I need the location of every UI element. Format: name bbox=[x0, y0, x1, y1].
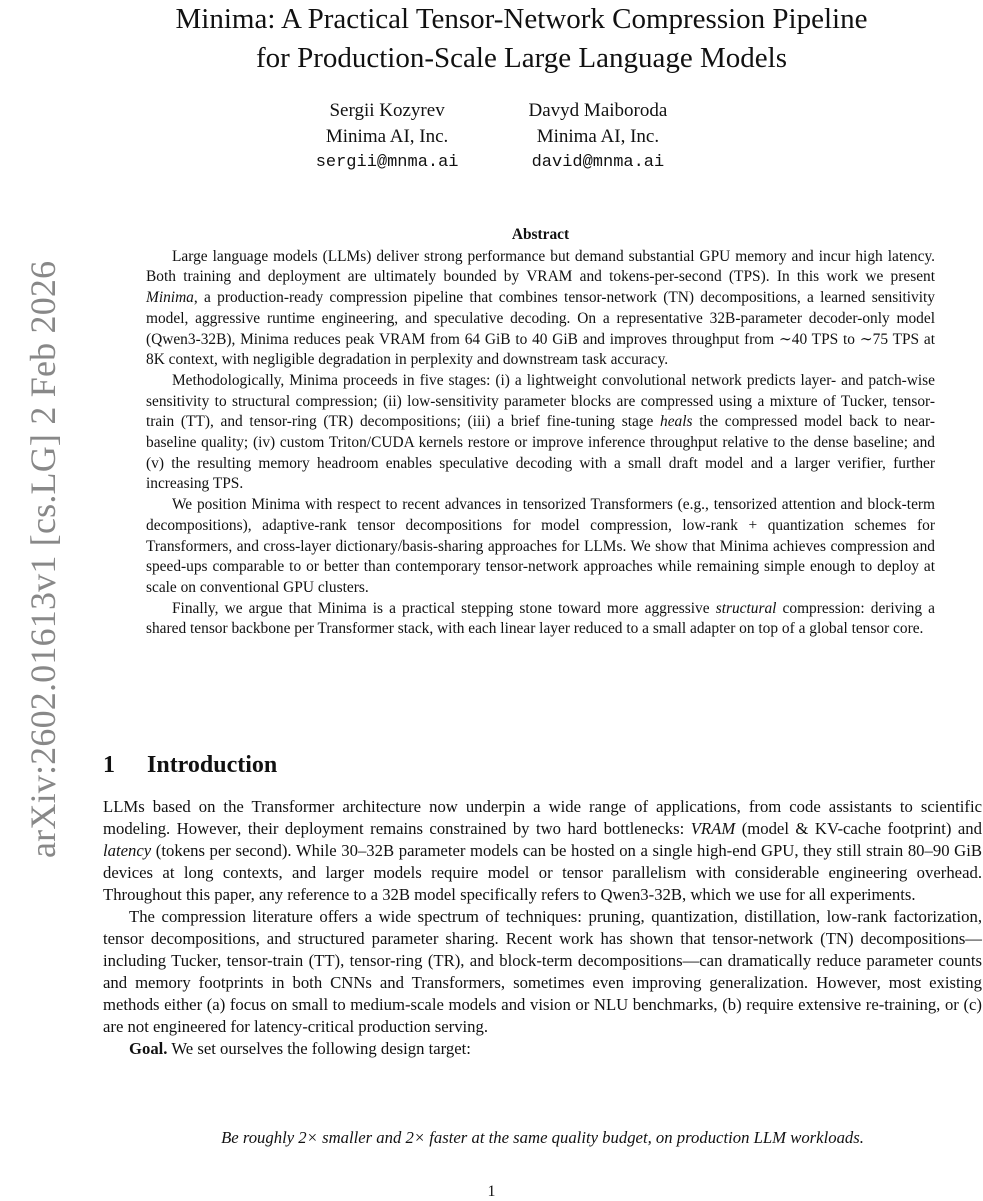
abstract-text: Finally, we argue that Minima is a practical stepping stone toward more aggressive bbox=[172, 599, 716, 617]
introduction-body bbox=[103, 796, 982, 1060]
abstract-paragraph-3: We position Minima with respect to recent advances in tensorized Transformers (e.g., tensorized attention and block-term decompositions), adaptive-rank tensor decompositions for model compression, low-rank + quantization schemes for Transformers, and cross-layer dictionary/basis-sharing approaches for LLMs. We show that Minima achieves compression and speed-ups comparable to or better than contemporary tensor-network approaches while remaining simple enough to deploy at scale on conventional GPU clusters. bbox=[146, 496, 935, 596]
arxiv-sidebar bbox=[0, 218, 63, 858]
section-heading-introduction bbox=[103, 752, 277, 779]
paper-title bbox=[60, 0, 983, 78]
author-email: sergii@mnma.ai bbox=[315, 153, 459, 172]
goal-label: Goal. bbox=[129, 1039, 168, 1058]
abstract-text: Methodologically, Minima proceeds in five stages: (i) a lightweight convolutional network predicts layer- and patch-wise sensitivity to structural compression; (ii) low-sensitivity parameter blocks are compressed using a mixture of Tucker, tensor-train (TT), and tensor-ring (TR) decompositions; (iii) a brief fine-tuning stage bbox=[146, 371, 935, 431]
section-title: Introduction bbox=[147, 752, 278, 778]
emphasis-heals: heals bbox=[660, 413, 693, 431]
intro-text: (tokens per second). While 30–32B parameter models can be hosted on a single high-end GPU, they still strain 80–90 GiB devices at long contexts, and larger models require model or tensor parallelism with considerable engineering overhead. Throughout this paper, any reference to a 32B model specifically refers to Qwen3-32B, which we use for all experiments. bbox=[103, 841, 982, 904]
intro-paragraph-2: The compression literature offers a wide spectrum of techniques: pruning, quantization, distillation, low-rank factorization, tensor decompositions, and structured parameter sharing. Recent work has shown that tensor-network (TN) decompositions—including Tucker, tensor-train (TT), tensor-ring (TR), and block-term decompositions—can dramatically reduce parameter counts and memory footprints in both CNNs and Transformers, sometimes even improving generalization. However, most existing methods either (a) focus on small to medium-scale models and vision or NLU benchmarks, (b) require extensive re-training, or (c) are not engineered for latency-critical production serving. bbox=[103, 907, 982, 1036]
goal-text: We set ourselves the following design target: bbox=[167, 1039, 471, 1058]
goal-paragraph bbox=[103, 1038, 982, 1060]
abstract-paragraph-4 bbox=[146, 599, 935, 640]
arxiv-identifier: arXiv:2602.01613v1 [cs.LG] 2 Feb 2026 bbox=[23, 260, 63, 858]
emphasis-latency: latency bbox=[103, 841, 152, 860]
goal-statement: Be roughly 2× smaller and 2× faster at the same quality budget, on production LLM workloads. bbox=[221, 1128, 864, 1147]
title-line-2: for Production-Scale Large Language Models bbox=[256, 42, 787, 74]
author-1 bbox=[316, 98, 459, 176]
author-2 bbox=[529, 98, 668, 176]
abstract-heading: Abstract bbox=[511, 226, 570, 243]
section-number: 1 bbox=[103, 752, 115, 778]
author-block bbox=[0, 98, 983, 176]
emphasis-vram: VRAM bbox=[690, 819, 736, 838]
abstract-text: compression: deriving a shared tensor backbone per Transformer stack, with each linear layer reduced to a small adapter on top of a global tensor core. bbox=[146, 599, 935, 638]
intro-paragraph-1 bbox=[103, 796, 982, 906]
emphasis-structural: structural bbox=[715, 599, 777, 617]
abstract bbox=[146, 225, 935, 640]
author-name: Davyd Maiboroda bbox=[528, 100, 668, 121]
intro-text: (model & KV-cache footprint) and bbox=[735, 819, 982, 838]
author-affiliation: Minima AI, Inc. bbox=[325, 126, 449, 147]
author-affiliation: Minima AI, Inc. bbox=[536, 126, 660, 147]
abstract-paragraph-2 bbox=[146, 371, 935, 495]
emphasis-minima: Minima bbox=[146, 289, 194, 307]
abstract-text: , a production-ready compression pipeline that combines tensor-network (TN) decompositions, a learned sensitivity model, aggressive runtime engineering, and speculative decoding. On a representative 32B-parameter decoder-only model (Qwen3-32B), Minima reduces peak VRAM from 64 GiB to 40 GiB and improves throughput from ∼40 TPS to ∼75 TPS at 8K context, with negligible degradation in perplexity and downstream task accuracy. bbox=[146, 289, 935, 369]
author-name: Sergii Kozyrev bbox=[329, 100, 445, 121]
intro-text: LLMs based on the Transformer architecture now underpin a wide range of applications, from code assistants to scientific modeling. However, their deployment remains constrained by two hard bottlenecks: bbox=[103, 797, 982, 838]
page-number: 1 bbox=[487, 1183, 496, 1200]
abstract-text: Large language models (LLMs) deliver strong performance but demand substantial GPU memory and incur high latency. Both training and deployment are ultimately bounded by VRAM and tokens-per-second (TPS). In this work we present bbox=[146, 247, 935, 286]
abstract-paragraph-1 bbox=[146, 247, 935, 371]
author-email: david@mnma.ai bbox=[531, 153, 665, 172]
title-line-1: Minima: A Practical Tensor-Network Compression Pipeline bbox=[175, 3, 868, 35]
abstract-text: the compressed model back to near-baseline quality; (iv) custom Triton/CUDA kernels restore or improve inference throughput relative to the dense baseline; and (v) the resulting memory headroom enables speculative decoding with a small draft model and a larger verifier, further increasing TPS. bbox=[146, 413, 935, 493]
